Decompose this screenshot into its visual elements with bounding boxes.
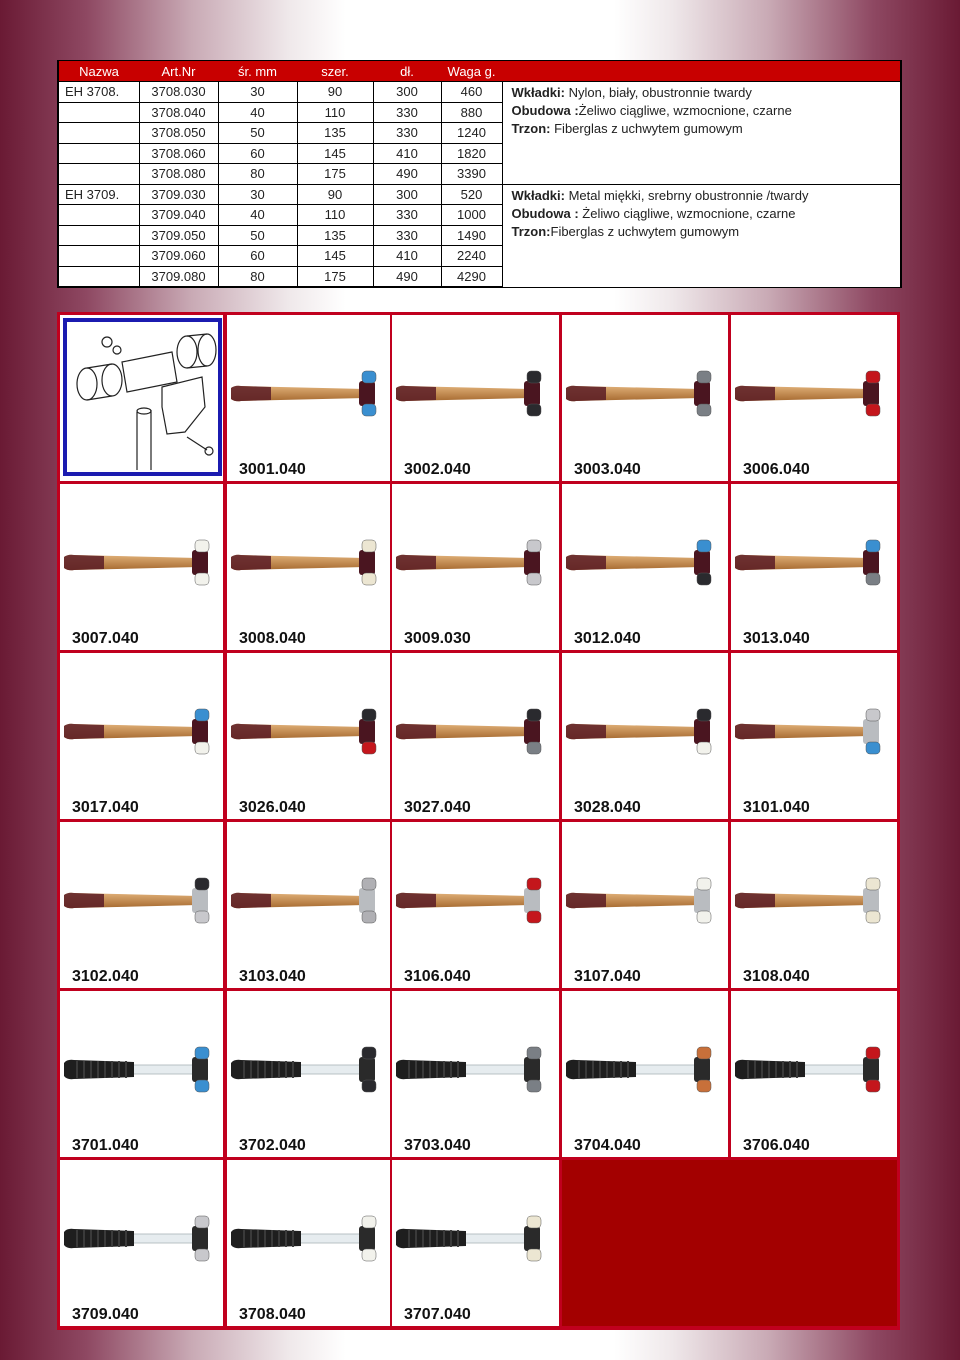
col-header-diameter: śr. mm xyxy=(218,61,297,82)
product-code: 3003.040 xyxy=(574,461,641,478)
filler-panel xyxy=(562,1160,897,1326)
model-name-cell: EH 3709. xyxy=(58,184,139,205)
hammer-image xyxy=(231,536,388,588)
hammer-image xyxy=(735,1043,892,1095)
diagram-drawing xyxy=(67,322,218,472)
product-code: 3103.040 xyxy=(239,968,306,985)
hammer-image xyxy=(396,367,553,419)
width-cell: 110 xyxy=(297,102,373,123)
diameter-cell: 60 xyxy=(218,143,297,164)
width-cell: 145 xyxy=(297,143,373,164)
product-cell xyxy=(392,653,559,819)
col-header-art-nr: Art.Nr xyxy=(139,61,218,82)
weight-cell: 4290 xyxy=(441,266,502,287)
product-cell xyxy=(227,315,390,481)
hammer-image xyxy=(566,874,723,926)
group-description xyxy=(502,82,901,185)
col-header-name: Nazwa xyxy=(58,61,139,82)
product-cell xyxy=(562,991,728,1157)
product-code: 3101.040 xyxy=(743,799,810,816)
hammer-image xyxy=(64,874,221,926)
col-header-weight: Waga g. xyxy=(441,61,502,82)
description-text: Fiberglas z uchwytem gumowym xyxy=(550,121,743,136)
product-code: 3007.040 xyxy=(72,630,139,647)
length-cell: 330 xyxy=(373,205,441,226)
product-cell xyxy=(731,991,897,1157)
product-cell xyxy=(227,1160,390,1326)
weight-cell: 3390 xyxy=(441,164,502,185)
length-cell: 410 xyxy=(373,143,441,164)
hammer-image xyxy=(231,874,388,926)
spec-table xyxy=(57,60,902,288)
weight-cell: 520 xyxy=(441,184,502,205)
col-header-width: szer. xyxy=(297,61,373,82)
product-code: 3026.040 xyxy=(239,799,306,816)
art-nr-cell: 3709.080 xyxy=(139,266,218,287)
length-cell: 300 xyxy=(373,82,441,103)
model-name-cell xyxy=(58,225,139,246)
hammer-image xyxy=(735,536,892,588)
table-row xyxy=(58,82,901,103)
description-label: Wkładki: xyxy=(511,187,565,203)
product-code: 3001.040 xyxy=(239,461,306,478)
product-cell xyxy=(392,822,559,988)
product-code: 3701.040 xyxy=(72,1137,139,1154)
product-code: 3017.040 xyxy=(72,799,139,816)
product-code: 3702.040 xyxy=(239,1137,306,1154)
weight-cell: 2240 xyxy=(441,246,502,267)
product-code: 3012.040 xyxy=(574,630,641,647)
product-code: 3703.040 xyxy=(404,1137,471,1154)
model-name-cell xyxy=(58,246,139,267)
length-cell: 330 xyxy=(373,102,441,123)
art-nr-cell: 3709.030 xyxy=(139,184,218,205)
hammer-image xyxy=(64,1212,221,1264)
diameter-cell: 30 xyxy=(218,184,297,205)
art-nr-cell: 3709.050 xyxy=(139,225,218,246)
hammer-image xyxy=(396,874,553,926)
hammer-image xyxy=(396,705,553,757)
product-code: 3028.040 xyxy=(574,799,641,816)
hammer-image xyxy=(566,536,723,588)
hammer-image xyxy=(396,536,553,588)
description-line xyxy=(512,187,901,205)
hammer-image xyxy=(735,367,892,419)
description-text: Nylon, biały, obustronnie twardy xyxy=(564,85,752,100)
product-cell xyxy=(562,315,728,481)
description-label: Obudowa : xyxy=(511,205,579,221)
product-cell xyxy=(392,484,559,650)
hammer-image xyxy=(231,367,388,419)
width-cell: 90 xyxy=(297,82,373,103)
weight-cell: 1820 xyxy=(441,143,502,164)
weight-cell: 880 xyxy=(441,102,502,123)
product-code: 3013.040 xyxy=(743,630,810,647)
product-code: 3006.040 xyxy=(743,461,810,478)
hammer-image xyxy=(396,1043,553,1095)
width-cell: 175 xyxy=(297,164,373,185)
hammer-image xyxy=(735,874,892,926)
col-header-blank xyxy=(502,61,901,82)
product-cell xyxy=(392,1160,559,1326)
description-line xyxy=(512,102,901,120)
description-text: Metal miękki, srebrny obustronnie /twardy xyxy=(564,187,809,203)
product-code: 3108.040 xyxy=(743,968,810,985)
product-cell xyxy=(227,484,390,650)
description-text: Fiberglas z uchwytem gumowym xyxy=(550,223,740,239)
model-name-cell: EH 3708. xyxy=(58,82,139,103)
diameter-cell: 80 xyxy=(218,164,297,185)
model-name-cell xyxy=(58,143,139,164)
product-code: 3706.040 xyxy=(743,1137,810,1154)
diameter-cell: 40 xyxy=(218,205,297,226)
product-code: 3027.040 xyxy=(404,799,471,816)
description-label: Trzon: xyxy=(511,223,551,239)
product-cell xyxy=(731,484,897,650)
hammer-image xyxy=(566,367,723,419)
product-cell xyxy=(60,991,223,1157)
width-cell: 135 xyxy=(297,225,373,246)
hammer-image xyxy=(64,1043,221,1095)
hammer-image xyxy=(64,705,221,757)
table-row xyxy=(58,184,901,205)
product-code: 3709.040 xyxy=(72,1306,139,1323)
model-name-cell xyxy=(58,266,139,287)
weight-cell: 460 xyxy=(441,82,502,103)
art-nr-cell: 3708.030 xyxy=(139,82,218,103)
diameter-cell: 80 xyxy=(218,266,297,287)
product-cell xyxy=(562,822,728,988)
model-name-cell xyxy=(58,205,139,226)
product-cell xyxy=(227,822,390,988)
product-cell xyxy=(392,315,559,481)
hammer-image xyxy=(566,705,723,757)
weight-cell: 1490 xyxy=(441,225,502,246)
hammer-image xyxy=(735,705,892,757)
hammer-image xyxy=(231,1043,388,1095)
product-cell xyxy=(60,653,223,819)
art-nr-cell: 3709.040 xyxy=(139,205,218,226)
product-cell xyxy=(227,653,390,819)
diameter-cell: 50 xyxy=(218,123,297,144)
art-nr-cell: 3708.080 xyxy=(139,164,218,185)
product-code: 3708.040 xyxy=(239,1306,306,1323)
product-cell xyxy=(60,822,223,988)
hammer-image xyxy=(396,1212,553,1264)
description-line xyxy=(512,120,901,138)
width-cell: 110 xyxy=(297,205,373,226)
product-cell xyxy=(60,484,223,650)
weight-cell: 1240 xyxy=(441,123,502,144)
product-cell xyxy=(731,822,897,988)
art-nr-cell: 3708.040 xyxy=(139,102,218,123)
product-code: 3704.040 xyxy=(574,1137,641,1154)
diameter-cell: 60 xyxy=(218,246,297,267)
model-name-cell xyxy=(58,164,139,185)
description-line xyxy=(512,205,901,223)
model-name-cell xyxy=(58,123,139,144)
diameter-cell: 40 xyxy=(218,102,297,123)
description-text: Żeliwo ciągliwe, wzmocnione, czarne xyxy=(578,103,792,118)
description-line xyxy=(512,84,901,102)
description-label: Wkładki: xyxy=(511,85,565,100)
width-cell: 90 xyxy=(297,184,373,205)
art-nr-cell: 3708.050 xyxy=(139,123,218,144)
product-code: 3707.040 xyxy=(404,1306,471,1323)
hammer-image xyxy=(64,536,221,588)
description-label: Trzon: xyxy=(511,121,551,136)
width-cell: 175 xyxy=(297,266,373,287)
product-code: 3107.040 xyxy=(574,968,641,985)
width-cell: 145 xyxy=(297,246,373,267)
hammer-image xyxy=(231,1212,388,1264)
exploded-view-diagram xyxy=(63,318,222,476)
product-cell xyxy=(392,991,559,1157)
product-cell xyxy=(731,653,897,819)
width-cell: 135 xyxy=(297,123,373,144)
length-cell: 330 xyxy=(373,225,441,246)
product-cell xyxy=(60,1160,223,1326)
col-header-length: dł. xyxy=(373,61,441,82)
model-name-cell xyxy=(58,102,139,123)
art-nr-cell: 3709.060 xyxy=(139,246,218,267)
product-code: 3102.040 xyxy=(72,968,139,985)
length-cell: 410 xyxy=(373,246,441,267)
product-code: 3106.040 xyxy=(404,968,471,985)
length-cell: 490 xyxy=(373,164,441,185)
product-cell xyxy=(562,653,728,819)
diameter-cell: 50 xyxy=(218,225,297,246)
length-cell: 490 xyxy=(373,266,441,287)
spec-header-row xyxy=(58,61,901,82)
product-grid xyxy=(57,312,900,1330)
diameter-cell: 30 xyxy=(218,82,297,103)
description-text: Żeliwo ciągliwe, wzmocnione, czarne xyxy=(578,205,796,221)
description-line xyxy=(512,223,901,241)
product-code: 3009.030 xyxy=(404,630,471,647)
hammer-image xyxy=(566,1043,723,1095)
art-nr-cell: 3708.060 xyxy=(139,143,218,164)
description-label: Obudowa : xyxy=(511,103,579,118)
product-cell xyxy=(562,484,728,650)
hammer-image xyxy=(231,705,388,757)
product-code: 3008.040 xyxy=(239,630,306,647)
group-description xyxy=(502,184,901,287)
product-cell xyxy=(731,315,897,481)
length-cell: 330 xyxy=(373,123,441,144)
weight-cell: 1000 xyxy=(441,205,502,226)
length-cell: 300 xyxy=(373,184,441,205)
product-cell xyxy=(227,991,390,1157)
product-code: 3002.040 xyxy=(404,461,471,478)
